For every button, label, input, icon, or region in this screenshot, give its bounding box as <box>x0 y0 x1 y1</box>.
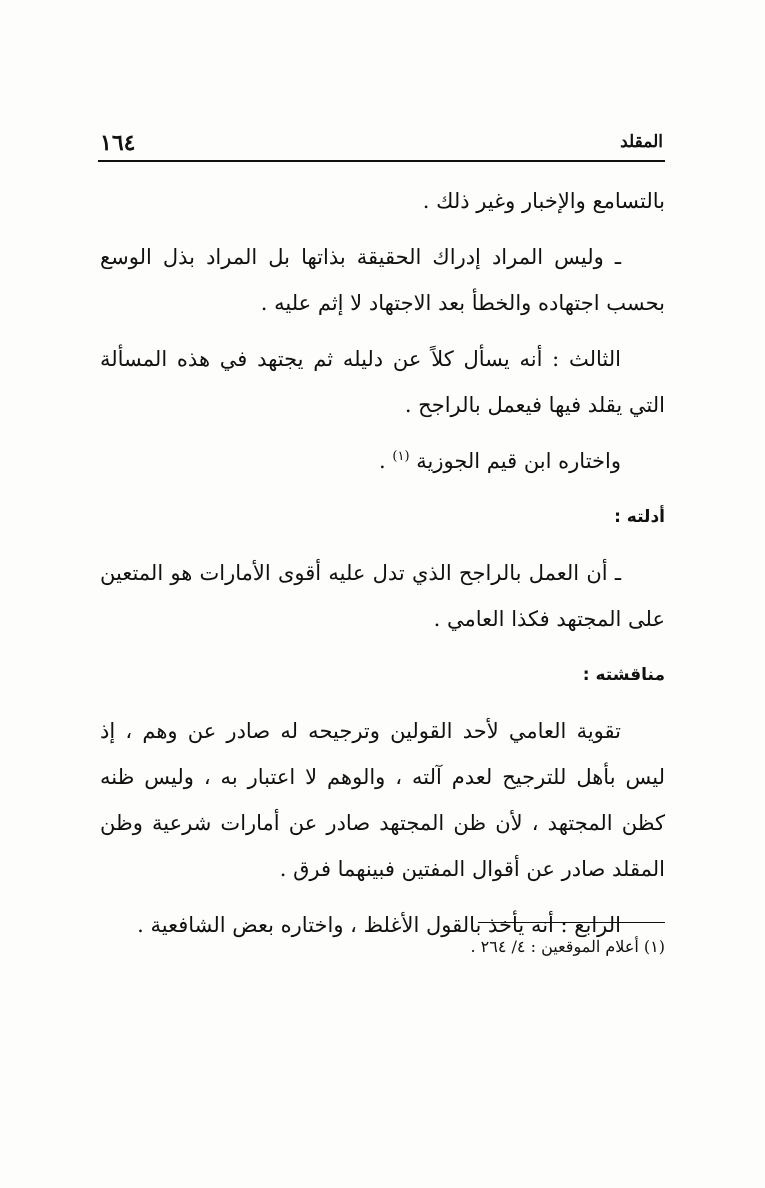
paragraph-6: تقوية العامي لأحد القولين وترجيحه له صادر عن وهم ، إذ ليس بأهل للترجيح لعدم آلته ، والوهم لا اعتبار به ، وليس ظنه كظن المجتهد ، لأن ظن المجتهد صادر عن أمارات شرعية وظن المقلد صادر عن أقوال المفتين فبينهما فرق . <box>100 719 665 881</box>
footnote-1 <box>300 934 665 960</box>
footnote-text: أعلام الموقعين : ٤/ ٢٦٤ . <box>470 937 639 956</box>
running-title: المقلد <box>620 132 663 152</box>
paragraph-3: الثالث : أنه يسأل كلاً عن دليله ثم يجتهد في هذه المسألة التي يقلد فيها فيعمل بالراجح . <box>100 347 665 417</box>
footnote-reference: (١) <box>392 449 410 464</box>
page-header <box>98 126 665 162</box>
heading-evidence: أدلته : <box>614 507 665 527</box>
paragraph-4-text: واختاره ابن قيم الجوزية <box>416 449 621 473</box>
heading-discussion: مناقشته : <box>582 665 665 685</box>
footnote-divider <box>478 922 665 923</box>
paragraph-2: ـ وليس المراد إدراك الحقيقة بذاتها بل المراد بذل الوسع بحسب اجتهاده والخطأ بعد الاجتهاد لا إثم عليه . <box>100 245 665 315</box>
paragraph-4 <box>100 438 665 484</box>
paragraph-5: ـ أن العمل بالراجح الذي تدل عليه أقوى الأمارات هو المتعين على المجتهد فكذا العامي . <box>100 561 665 631</box>
main-text <box>100 178 665 958</box>
paragraph-1: بالتسامع والإخبار وغير ذلك . <box>422 189 665 213</box>
page-number: ١٦٤ <box>100 130 136 156</box>
footnote-marker: (١) <box>643 937 665 956</box>
paragraph-7: الرابع : أنه يأخذ بالقول الأغلظ ، واختاره بعض الشافعية . <box>137 913 621 937</box>
paragraph-4-end: . <box>379 449 393 473</box>
